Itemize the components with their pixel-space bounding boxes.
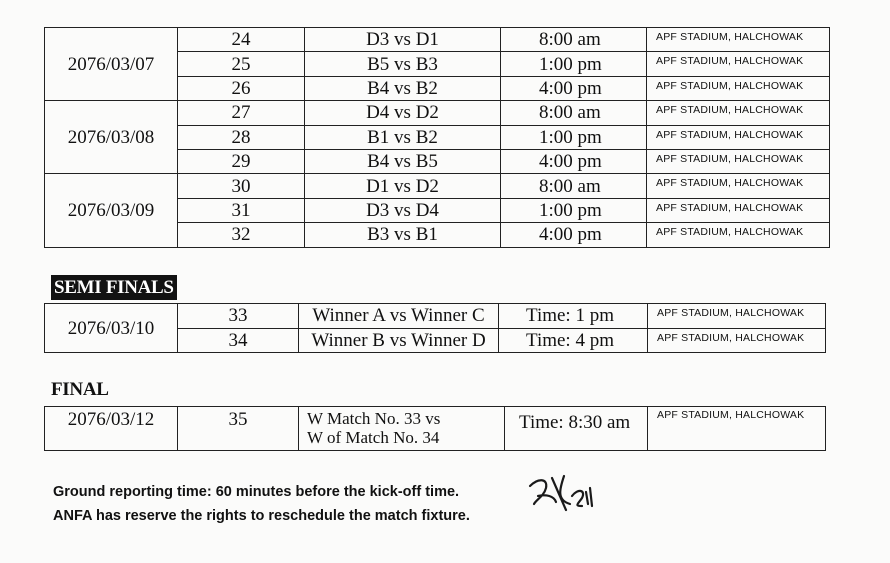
table-row	[45, 28, 830, 52]
match-teams: B1 vs B2	[305, 125, 501, 149]
match-time: Time: 1 pm	[499, 304, 648, 329]
match-number: 27	[178, 101, 305, 125]
semi-finals-table	[44, 303, 826, 353]
match-number: 24	[178, 28, 305, 52]
match-teams: Winner B vs Winner D	[299, 328, 499, 353]
match-time: 1:00 pm	[501, 198, 647, 222]
group-fixture-table	[44, 27, 830, 248]
match-teams: D4 vs D2	[305, 101, 501, 125]
match-number: 33	[178, 304, 299, 329]
match-venue: APF STADIUM, HALCHOWAK	[647, 125, 830, 149]
match-venue: APF STADIUM, HALCHOWAK	[647, 101, 830, 125]
signature-strokes	[530, 476, 592, 510]
match-venue: APF STADIUM, HALCHOWAK	[647, 52, 830, 76]
match-venue: APF STADIUM, HALCHOWAK	[648, 407, 826, 451]
match-time: 1:00 pm	[501, 52, 647, 76]
match-venue: APF STADIUM, HALCHOWAK	[648, 328, 826, 353]
match-venue: APF STADIUM, HALCHOWAK	[647, 28, 830, 52]
match-number: 35	[178, 407, 299, 451]
match-number: 28	[178, 125, 305, 149]
reschedule-note: ANFA has reserve the rights to reschedule the match fixture.	[53, 508, 470, 524]
match-number: 34	[178, 328, 299, 353]
match-number: 29	[178, 149, 305, 173]
match-date: 2076/03/10	[45, 304, 178, 353]
match-time: 4:00 pm	[501, 149, 647, 173]
match-time: 4:00 pm	[501, 223, 647, 247]
match-teams: D3 vs D4	[305, 198, 501, 222]
match-date: 2076/03/08	[45, 101, 178, 174]
match-venue: APF STADIUM, HALCHOWAK	[647, 198, 830, 222]
match-venue: APF STADIUM, HALCHOWAK	[647, 149, 830, 173]
match-time: 1:00 pm	[501, 125, 647, 149]
match-time: Time: 8:30 am	[505, 407, 648, 451]
table-row	[45, 174, 830, 198]
match-teams: Winner A vs Winner C	[299, 304, 499, 329]
match-teams: B3 vs B1	[305, 223, 501, 247]
match-teams-line-2: W of Match No. 34	[307, 428, 440, 447]
match-date: 2076/03/07	[45, 28, 178, 101]
signature-mark	[526, 470, 616, 520]
match-number: 32	[178, 223, 305, 247]
match-time: Time: 4 pm	[499, 328, 648, 353]
match-teams	[299, 407, 505, 451]
match-time: 8:00 am	[501, 174, 647, 198]
match-number: 25	[178, 52, 305, 76]
match-date: 2076/03/09	[45, 174, 178, 247]
match-time: 8:00 am	[501, 101, 647, 125]
match-number: 26	[178, 76, 305, 100]
table-row	[45, 101, 830, 125]
match-venue: APF STADIUM, HALCHOWAK	[647, 174, 830, 198]
final-table	[44, 406, 826, 451]
match-venue: APF STADIUM, HALCHOWAK	[647, 76, 830, 100]
match-venue: APF STADIUM, HALCHOWAK	[647, 223, 830, 247]
reporting-time-note: Ground reporting time: 60 minutes before the kick-off time.	[53, 484, 460, 500]
match-teams-line-1: W Match No. 33 vs	[307, 409, 441, 428]
table-row	[45, 407, 826, 451]
semi-finals-heading: SEMI FINALS	[51, 275, 177, 300]
match-teams: D3 vs D1	[305, 28, 501, 52]
match-teams: B4 vs B2	[305, 76, 501, 100]
match-teams: D1 vs D2	[305, 174, 501, 198]
match-time: 8:00 am	[501, 28, 647, 52]
match-time: 4:00 pm	[501, 76, 647, 100]
match-teams: B4 vs B5	[305, 149, 501, 173]
match-number: 30	[178, 174, 305, 198]
match-teams: B5 vs B3	[305, 52, 501, 76]
final-heading: FINAL	[51, 379, 109, 400]
table-row	[45, 304, 826, 329]
match-venue: APF STADIUM, HALCHOWAK	[648, 304, 826, 329]
match-date: 2076/03/12	[45, 407, 178, 451]
match-number: 31	[178, 198, 305, 222]
